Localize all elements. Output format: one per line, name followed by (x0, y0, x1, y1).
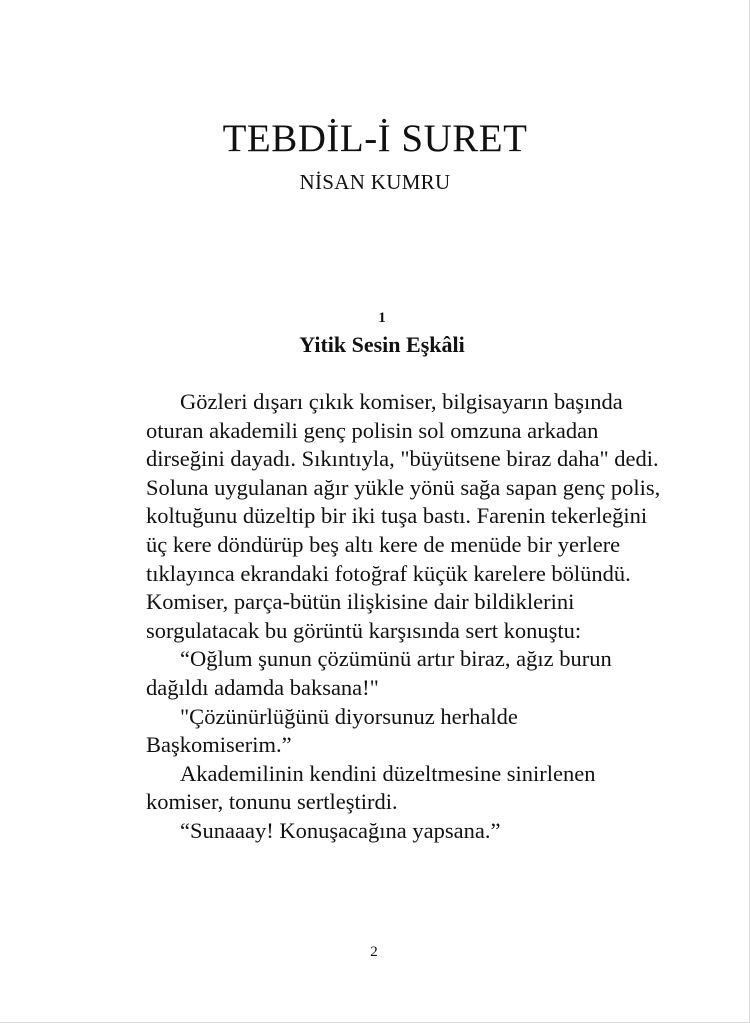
paragraph: "Çözünürlüğünü diyorsunuz herhalde Başkomiserim.” (146, 703, 518, 758)
book-author: NİSAN KUMRU (299, 170, 451, 194)
body-text (146, 388, 666, 846)
chapter-number: 1 (378, 310, 386, 326)
book-title: TEBDİL-İ SURET (222, 117, 528, 160)
chapter-title: Yitik Sesin Eşkâli (299, 332, 465, 357)
page-number: 2 (370, 944, 378, 960)
paragraph: Akademilinin kendini düzeltmesine sinirlenen komiser, tonunu sertleştirdi. (146, 760, 596, 815)
paragraph: “Sunaaay! Konuşacağına yapsana.” (180, 817, 501, 843)
paragraph: “Oğlum şunun çözümünü artır biraz, ağız burun dağıldı adamda baksana!" (146, 646, 612, 700)
paragraph: Gözleri dışarı çıkık komiser, bilgisayarın başında oturan akademili genç polisin sol omzuna arkadan dirseğini dayadı. Sıkıntıyla, "büyütsene biraz daha" dedi. Soluna uygulanan ağır yükle yönü sağa sapan genç polis, koltuğunu düzeltip bir iki tuşa bastı. Farenin tekerleğini üç kere döndürüp beş altı kere de menüde bir yerlere tıklayınca ekrandaki fotoğraf küçük karelere bölündü. Komiser, parça-bütün ilişkisine dair bildiklerini sorgulatacak bu görüntü karşısında sert konuştu: (146, 389, 661, 643)
